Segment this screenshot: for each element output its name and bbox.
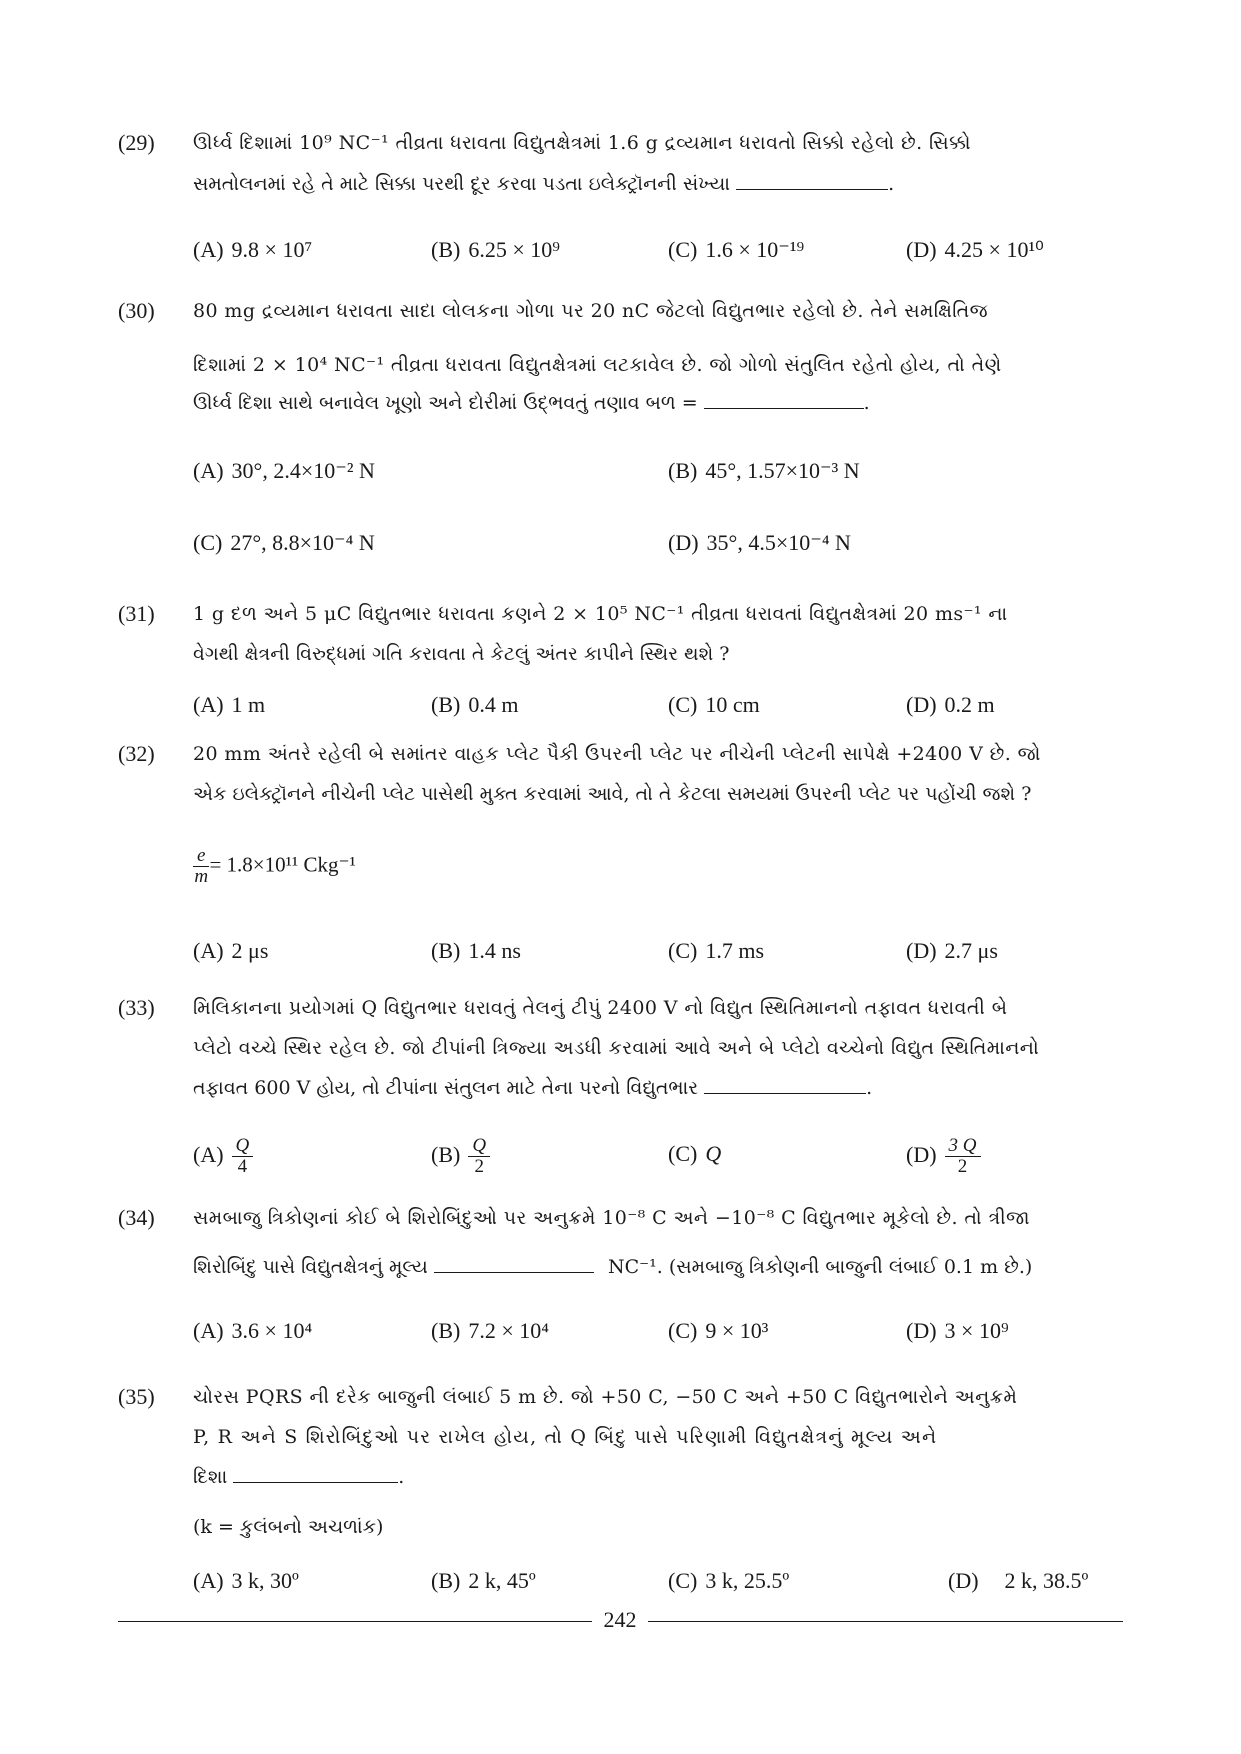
option-c[interactable]: (C) 1.7 ms bbox=[668, 938, 765, 963]
question-text-line: સમતોલનમાં રહે તે માટે સિક્કા પરથી દૂર કરવા પડતા ઇલેક્ટ્રૉનની સંખ્યા . bbox=[193, 173, 895, 195]
answer-blank bbox=[704, 392, 864, 409]
question-text-line: દિશા . bbox=[193, 1466, 405, 1488]
option-d[interactable]: (D) 3 × 10⁹ bbox=[906, 1318, 1009, 1343]
option-b[interactable]: (B) 7.2 × 10⁴ bbox=[431, 1318, 549, 1343]
option-a[interactable]: (A) 9.8 × 10⁷ bbox=[193, 237, 313, 262]
page-number: 242 bbox=[603, 1607, 637, 1632]
question-text-line: તફાવત 600 V હોય, તો ટીપાંના સંતુલન માટે તેના પરનો વિદ્યુતભાર . bbox=[193, 1077, 873, 1099]
option-a[interactable]: (A) 1 m bbox=[193, 692, 266, 717]
option-c[interactable]: (C) Q bbox=[668, 1141, 722, 1166]
answer-blank bbox=[704, 1077, 866, 1094]
question-number: (30) bbox=[118, 298, 155, 323]
question-number: (32) bbox=[118, 741, 155, 766]
question-text-line: વેગથી ક્ષેત્રની વિરુદ્ધમાં ગતિ કરાવતા તે કેટલું અંતર કાપીને સ્થિર થશે ? bbox=[193, 643, 730, 665]
option-d[interactable]: (D) $\frac{3 Q}{2}$ bbox=[906, 1136, 981, 1177]
footer-rule-right bbox=[648, 1621, 1123, 1622]
question-text-line: પ્લેટો વચ્ચે સ્થિર રહેલ છે. જો ટીપાંની ત્રિજ્યા અડધી કરવામાં આવે અને બે પ્લેટો વચ્ચેનો વિદ્યુત સ્થિતિમાનનો bbox=[193, 1037, 1040, 1059]
option-c[interactable]: (C) 3 k, 25.5º bbox=[668, 1568, 790, 1593]
question-text-line: 20 mm અંતરે રહેલી બે સમાંતર વાહક પ્લેટ પૈકી ઉપરની પ્લેટ પર નીચેની પ્લેટની સાપેક્ષે +2400 V છે. જો bbox=[193, 743, 1041, 765]
option-a[interactable]: (A) 2 μs bbox=[193, 938, 269, 963]
given-formula: $\frac{e}{m}$ = 1.8×10¹¹ Ckg⁻¹ bbox=[194, 845, 356, 887]
footer-rule-left bbox=[118, 1621, 592, 1622]
fraction: $\frac{3 Q}{2}$ bbox=[945, 1136, 981, 1177]
option-c[interactable]: (C) 1.6 × 10⁻¹⁹ bbox=[668, 237, 805, 262]
option-d[interactable]: (D) 2 k, 38.5º bbox=[948, 1568, 1089, 1593]
option-a[interactable]: (A) 30°, 2.4×10⁻² N bbox=[193, 458, 375, 483]
answer-blank bbox=[736, 173, 888, 190]
question-number: (35) bbox=[118, 1384, 155, 1409]
option-d[interactable]: (D) 4.25 × 10¹⁰ bbox=[906, 237, 1044, 262]
option-b[interactable]: (B) 6.25 × 10⁹ bbox=[431, 237, 560, 262]
option-c[interactable]: (C) 10 cm bbox=[668, 692, 760, 717]
question-text-line: મિલિકાનના પ્રયોગમાં Q વિદ્યુતભાર ધરાવતું તેલનું ટીપું 2400 V નો વિદ્યુત સ્થિતિમાનનો તફાવત ધરાવતી બે bbox=[193, 997, 1008, 1019]
question-text-line: એક ઇલેક્ટ્રૉનને નીચેની પ્લેટ પાસેથી મુક્ત કરવામાં આવે, તો તે કેટલા સમયમાં ઉપરની પ્લેટ પર પહોંચી જશે ? bbox=[193, 783, 1032, 805]
question-number: (31) bbox=[118, 601, 155, 626]
option-a[interactable]: (A) 3.6 × 10⁴ bbox=[193, 1318, 313, 1343]
fraction: $\frac{Q}{2}$ bbox=[468, 1136, 490, 1177]
option-d[interactable]: (D) 0.2 m bbox=[906, 692, 995, 717]
question-number: (34) bbox=[118, 1205, 155, 1230]
option-b[interactable]: (B) $\frac{Q}{2}$ bbox=[431, 1136, 490, 1177]
option-a[interactable]: (A) $\frac{Q}{4}$ bbox=[193, 1136, 253, 1177]
option-b[interactable]: (B) 45°, 1.57×10⁻³ N bbox=[668, 458, 860, 483]
option-b[interactable]: (B) 2 k, 45º bbox=[431, 1568, 536, 1593]
option-b[interactable]: (B) 0.4 m bbox=[431, 692, 519, 717]
note-text: (k = કુલંબનો અચળાંક) bbox=[193, 1516, 384, 1538]
question-text-line: ઊર્ધ્વ દિશામાં 10⁹ NC⁻¹ તીવ્રતા ધરાવતા વિદ્યુતક્ષેત્રમાં 1.6 g દ્રવ્યમાન ધરાવતો સિક્કો રહેલો છે. સિક્કો bbox=[193, 132, 971, 154]
option-d[interactable]: (D) 35°, 4.5×10⁻⁴ N bbox=[668, 530, 851, 555]
question-text-line: દિશામાં 2 × 10⁴ NC⁻¹ તીવ્રતા ધરાવતા વિદ્યુતક્ષેત્રમાં લટકાવેલ છે. જો ગોળો સંતુલિત રહેતો હોય, તો તેણે bbox=[193, 354, 1002, 376]
question-text-line: 1 g દળ અને 5 μC વિદ્યુતભાર ધરાવતા કણને 2 × 10⁵ NC⁻¹ તીવ્રતા ધરાવતાં વિદ્યુતક્ષેત્રમાં 20 ms⁻¹ ના bbox=[193, 603, 1008, 625]
question-number: (29) bbox=[118, 130, 155, 155]
question-text-line: શિરોબિંદુ પાસે વિદ્યુતક્ષેત્રનું મૂલ્ય NC⁻¹. (સમબાજુ ત્રિકોણની બાજુની લંબાઈ 0.1 m છે.) bbox=[193, 1256, 1033, 1278]
answer-blank bbox=[434, 1256, 594, 1273]
fraction: $\frac{e}{m}$ bbox=[194, 845, 209, 887]
question-text-line: ચોરસ PQRS ની દરેક બાજુની લંબાઈ 5 m છે. જો +50 C, −50 C અને +50 C વિદ્યુતભારોને અનુક્રમે bbox=[193, 1386, 1018, 1408]
question-text-line: ઊર્ધ્વ દિશા સાથે બનાવેલ ખૂણો અને દોરીમાં ઉદ્ભવતું તણાવ બળ = . bbox=[193, 392, 870, 414]
option-d[interactable]: (D) 2.7 μs bbox=[906, 938, 998, 963]
question-text-line: 80 mg દ્રવ્યમાન ધરાવતા સાદા લોલકના ગોળા પર 20 nC જેટલો વિદ્યુતભાર રહેલો છે. તેને સમક્ષિતિજ bbox=[193, 300, 988, 322]
question-text-line: સમબાજુ ત્રિકોણનાં કોઈ બે શિરોબિંદુઓ પર અનુક્રમે 10⁻⁸ C અને −10⁻⁸ C વિદ્યુતભાર મૂકેલો છે. તો ત્રીજા bbox=[193, 1207, 1030, 1229]
option-a[interactable]: (A) 3 k, 30º bbox=[193, 1568, 299, 1593]
answer-blank bbox=[233, 1466, 398, 1483]
option-c[interactable]: (C) 9 × 10³ bbox=[668, 1318, 769, 1343]
fraction: $\frac{Q}{4}$ bbox=[232, 1136, 254, 1177]
option-b[interactable]: (B) 1.4 ns bbox=[431, 938, 521, 963]
question-number: (33) bbox=[118, 995, 155, 1020]
option-c[interactable]: (C) 27°, 8.8×10⁻⁴ N bbox=[193, 530, 375, 555]
question-text-line: P, R અને S શિરોબિંદુઓ પર રાખેલ હોય, તો Q બિંદુ પાસે પરિણામી વિદ્યુતક્ષેત્રનું મૂલ્ય અને bbox=[193, 1426, 938, 1448]
